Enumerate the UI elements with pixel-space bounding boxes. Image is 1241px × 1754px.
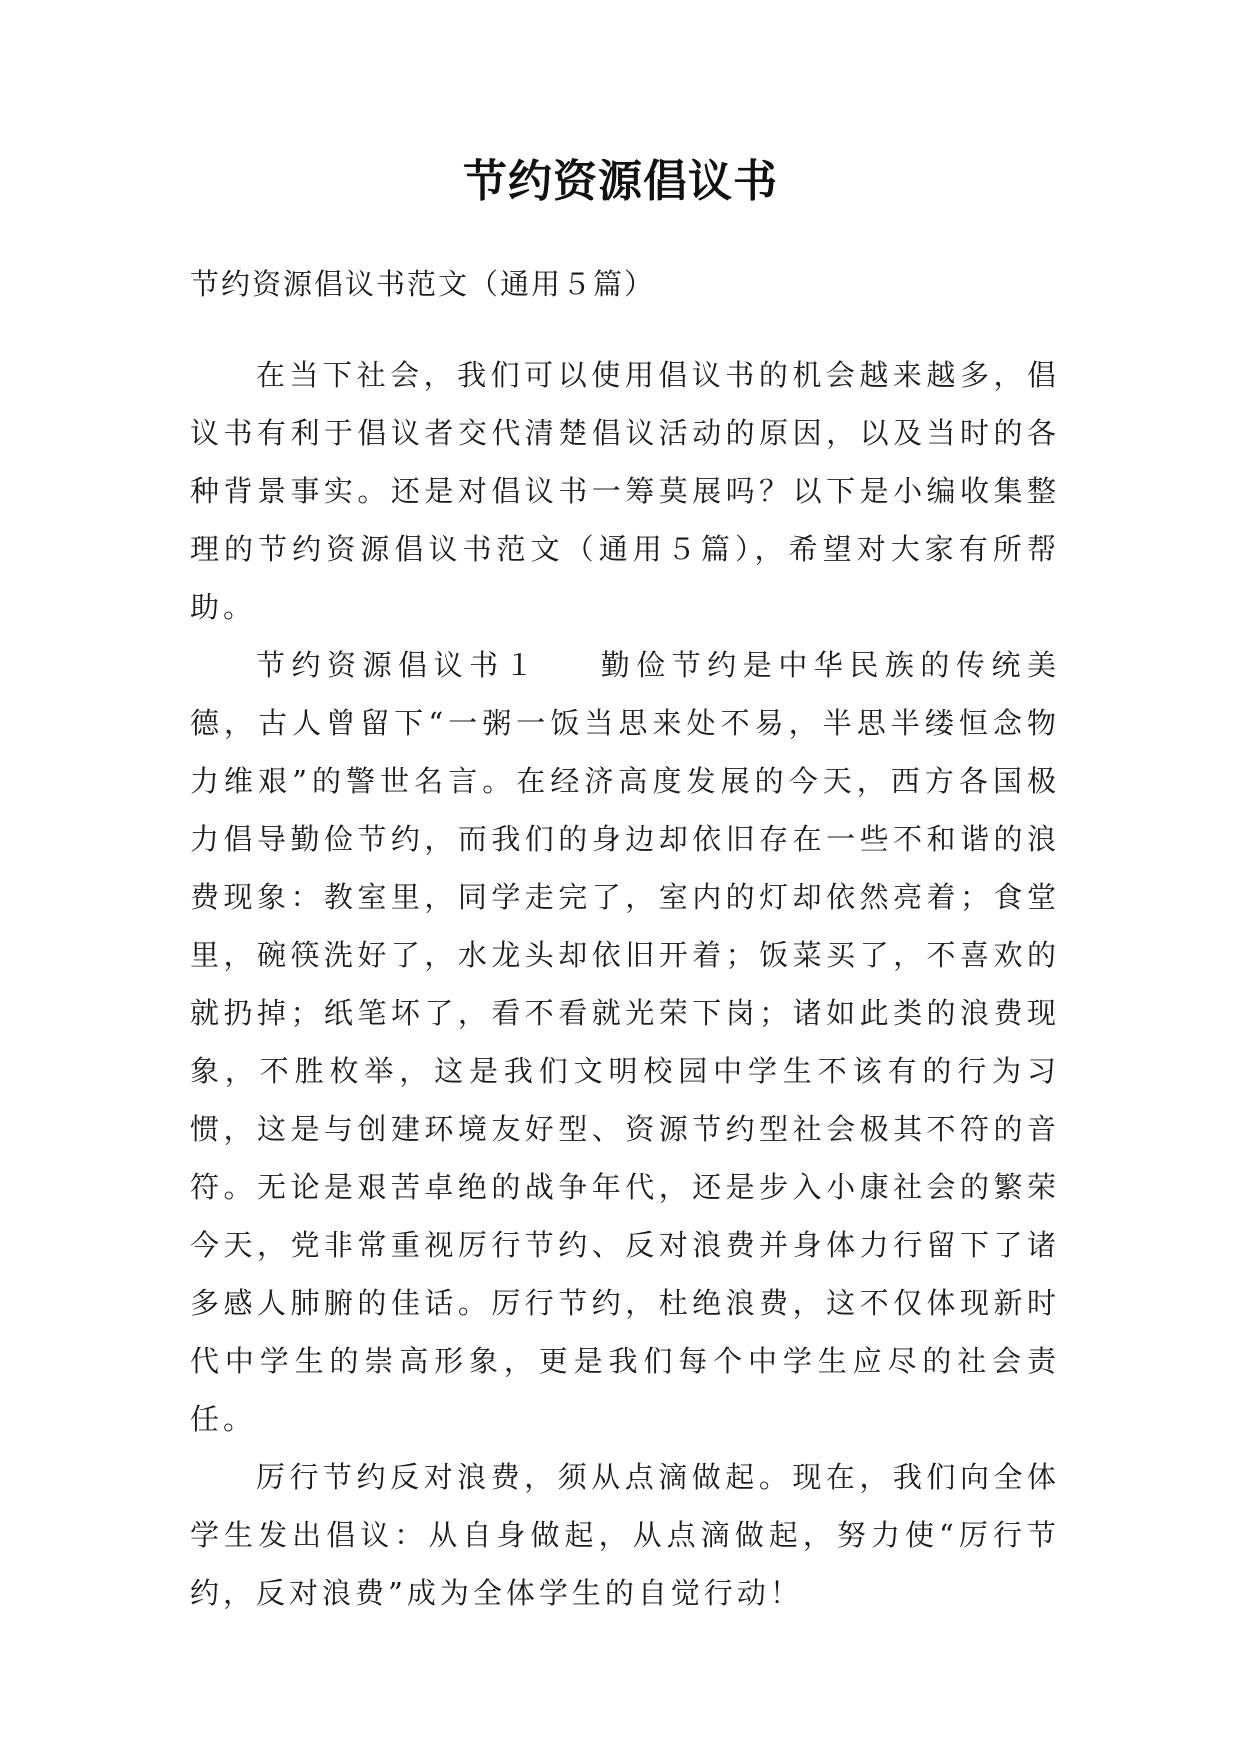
- document-body: [190, 346, 1060, 1622]
- section-body: 勤俭节约是中华民族的传统美德，古人曾留下“一粥一饭当思来处不易，半思半缕恒念物力维艰”的警世名言。在经济高度发展的今天，西方各国极力倡导勤俭节约，而我们的身边却依旧存在一些不和谐的浪费现象：教室里，同学走完了，室内的灯却依然亮着；食堂里，碗筷洗好了，水龙头却依旧开着；饭菜买了，不喜欢的就扔掉；纸笔坏了，看不看就光荣下岗；诸如此类的浪费现象，不胜枚举，这是我们文明校园中学生不该有的行为习惯，这是与创建环境友好型、资源节约型社会极其不符的音符。无论是艰苦卓绝的战争年代，还是步入小康社会的繁荣今天，党非常重视厉行节约、反对浪费并身体力行留下了诸多感人肺腑的佳话。厉行节约，杜绝浪费，这不仅体现新时代中学生的崇高形象，更是我们每个中学生应尽的社会责任。: [190, 648, 1060, 1436]
- section-one-paragraph: [190, 636, 1060, 1448]
- document-title: 节约资源倡议书: [463, 156, 778, 207]
- document-subtitle: 节约资源倡议书范文（通用５篇）: [190, 267, 656, 301]
- intro-paragraph: 在当下社会，我们可以使用倡议书的机会越来越多，倡议书有利于倡议者交代清楚倡议活动的原因，以及当时的各种背景事实。还是对倡议书一筹莫展吗？以下是小编收集整理的节约资源倡议书范文（通用５篇），希望对大家有所帮助。: [190, 358, 1060, 624]
- closing-paragraph: 厉行节约反对浪费，须从点滴做起。现在，我们向全体学生发出倡议：从自身做起，从点滴做起，努力使“厉行节约，反对浪费”成为全体学生的自觉行动！: [190, 1460, 1060, 1610]
- section-heading: 节约资源倡议书１: [256, 648, 541, 682]
